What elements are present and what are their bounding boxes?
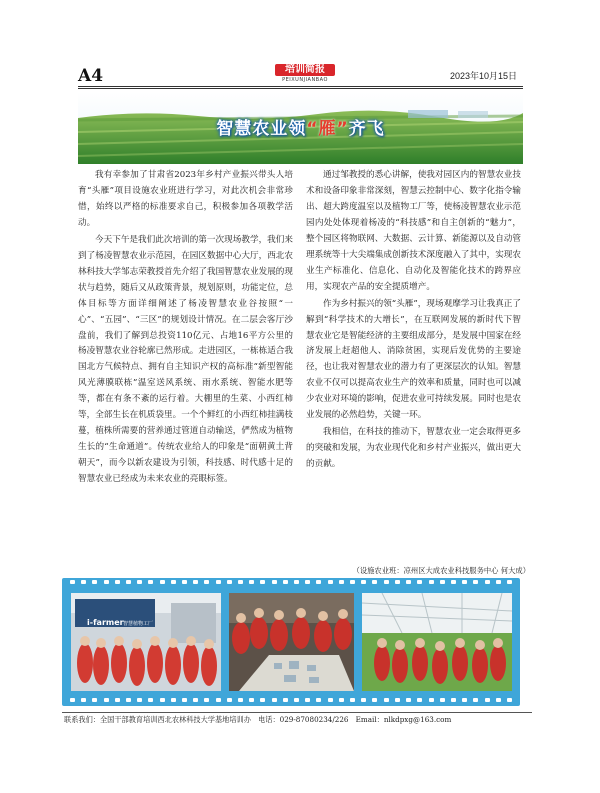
header-rule [78,86,523,87]
masthead [275,64,335,83]
article-paragraph: 我相信，在科技的推动下，智慧农业一定会取得更多的突破和发展，为农业现代化和乡村产业振兴，做出更大的贡献。 [306,427,521,470]
film-perforation-bottom [70,698,512,704]
article-paragraph: 通过邹教授的悉心讲解，使我对园区内的智慧农业技术和设备印象非常深刻，智慧云控制中心、数字化指令输出、超大跨度温室以及植物工厂等，使杨凌智慧农业示范园内处处体现着杨凌的“科技感”和自主创新的“魅力”，整个园区将物联网、大数据、云计算、新能源以及自动管理系统等十大尖端集成创新技术深度融入了其中，实现农业生产标准化、信息化、自动化及智能化技术的跨界应用，实现农产品的安全提质增产。 [306,170,521,292]
issue-date: 2023年10月15日 [450,71,518,81]
film-perforation-top [70,580,512,586]
masthead-pinyin: PEIXUNJIANBAO [282,77,328,83]
article-column-left [78,168,293,489]
page-number: A4 [78,66,104,86]
article-byline: （设施农业班：凉州区大成农业科技服务中心 何大成） [352,566,530,575]
footer-contact: 联系我们：全国干部教育培训西北农林科技大学基地培训办 电话：029-87080234/226 Email：nlkdpxg@163.com [64,715,452,724]
photo-sign-subtext: 智慧植物工厂 [123,621,154,627]
photo-greenhouse [362,593,512,691]
article-paragraph: 作为乡村振兴的领“头雁”，现场观摩学习让我真正了解到“科学技术的大增长”，在互联网发展的新时代下智慧农业它是智能经济的主要组成部分，是发展中国家在经济发展上赶超他人、消除贫困，实现后发优势的主要途径，也让我对智慧农业的潜力有了更深层次的认知。智慧农业不仅可以提高农业生产的效率和质量，同时也可以减少农业对环境的影响，促进农业可持续发展。同时也是农业发展的必然趋势，关键一环。 [306,298,521,421]
article-paragraph: 今天下午是我们此次培训的第一次现场教学，我们来到了杨凌智慧农业示范园，在园区数据中心大厅，西北农林科技大学邹志荣教授首先介绍了我国智慧农业发展的现状与趋势，随后又从政策背景，规划原则，功能定位，总体目标等方面详细阐述了杨凌智慧农业谷按照“一心”、“五园”、“三区”的规划设计情况。在二层会客厅沙盘前，我们了解到总投资110亿元、占地16平方公里的杨凌智慧农业谷轮廓已然形成。走进园区，一栋栋适合我国北方气候特点、拥有自主知识产权的高标准“新型智能风光薄膜联栋”温室送风系统、雨水系统、智能水肥等等，都在有条不紊的运行着。大棚里的生菜、小西红柿等，全部生长在机质袋里。一个个鲜红的小西红柿挂满枝蔓，植株所需要的营养通过管道自动输送，俨然成为植物生长的“生命通道”。传统农业给人的印象是“面朝黄土背朝天”，而今以新农建设为引领，科技感、时代感十足的智慧农业已经成为未来农业的亮眼标签。 [78,234,293,485]
photo-film-strip [62,578,520,706]
footer-rule [62,712,532,713]
article-paragraph: 我有幸参加了甘肃省2023年乡村产业振兴带头人培育“头雁”项目设施农业班进行学习，对此次机会非常珍惜，始终以严格的标准要求自己，积极参加各项教学活动。 [78,170,293,228]
header-rule-thin [78,88,523,89]
photo-sign-text: i-farmer [87,618,124,627]
photo-group-at-sign [71,593,221,691]
banner-title: 智慧农业领“雁”齐飞 [216,119,385,139]
photo-sandtable [229,593,354,691]
article-column-right [306,168,521,474]
title-banner [78,92,523,164]
masthead-title: 培训简报 [275,64,335,76]
